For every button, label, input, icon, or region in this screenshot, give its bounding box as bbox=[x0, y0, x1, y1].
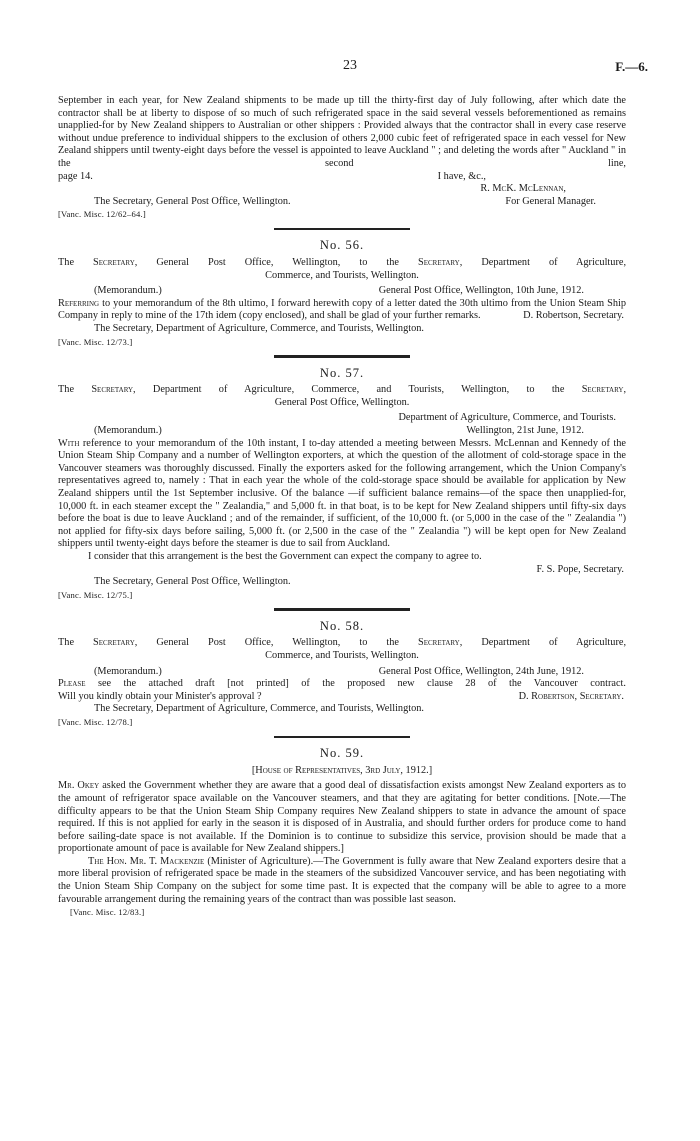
item-addressee: The Secretary, Department of Agriculture, Commerce, and Tourists, Wellington. bbox=[94, 323, 424, 334]
heading-suffix: , Department of Agriculture, bbox=[459, 637, 627, 649]
item-heading bbox=[58, 384, 626, 397]
intro-reference: [Vanc. Misc. 12/62–64.] bbox=[58, 209, 146, 220]
item-signature: F. S. Pope, Secretary. bbox=[536, 563, 624, 575]
body-text: reference to your memorandum of the 10th instant, I to-day attended a meeting between Messrs. McLennan and Kennedy of the Union Steam Ship Company and a number of Wellington exporters, at which the question of the allotment of cold-storage space in the Vancouver steamers was thoroughly discussed. Finally the exporters asked for the following arrangement, which the Union Company's representatives agreed to, namely : That in each year the whole of the cold-storage space should be available for application by New Zealand shippers until the 1st September inclusive. Of the balance —if sufficient balance remains—of the space then unapplied-for, 10,000 ft. in each steamer except the " Zealandia," and 5,000 ft. in that boat, is to be kept for New Zealand shippers until fifty-six days before the boat is due to leave Auckland ; and of the remainder, if sufficient, of the 10,000 ft. (or 5,000 in the case of the " Zealandia ") not applied for fifty-six days before sailing, 5,000 ft. (or 2,500 in the case of the " Zealandia ") will be kept open for New Zealand shippers until twenty-eight days before the steamer is due to sail from Auckland. bbox=[58, 437, 626, 550]
item-number: No. 59. bbox=[319, 746, 365, 761]
heading-from: Secretary bbox=[93, 637, 135, 649]
item-number: No. 57. bbox=[319, 365, 365, 380]
item-addressee: The Secretary, General Post Office, Wellington. bbox=[94, 576, 291, 588]
item-reference: [Vanc. Misc. 12/75.] bbox=[58, 589, 133, 600]
item-reference: [Vanc. Misc. 12/78.] bbox=[58, 717, 133, 728]
intro-signer bbox=[58, 183, 626, 196]
item-reference: [Vanc. Misc. 12/73.] bbox=[58, 336, 133, 347]
item-signature: D. Robertson, Secretary. bbox=[523, 310, 624, 322]
heading-mid: , General Post Office, Wellington, to the bbox=[134, 637, 399, 649]
item-58 bbox=[58, 620, 626, 729]
heading-to: Secretary bbox=[581, 384, 624, 396]
section-divider bbox=[274, 736, 410, 739]
item-signature: D. Robertson, Secretary. bbox=[518, 690, 624, 702]
heading-prefix: The bbox=[58, 257, 75, 269]
heading-suffix: , Department of Agriculture, bbox=[459, 257, 627, 269]
body-text: see the attached draft [not printed] of the proposed new clause 28 of the Vancouver contract. bbox=[85, 678, 626, 690]
item-body bbox=[58, 438, 626, 551]
intro-letter bbox=[58, 95, 626, 221]
body-lead: Mr. Okey bbox=[58, 780, 100, 792]
intro-signer-title: For General Manager. bbox=[505, 195, 596, 207]
heading-from: Secretary bbox=[91, 384, 134, 396]
heading-prefix: The bbox=[58, 637, 75, 649]
body-lead: Please bbox=[58, 678, 86, 690]
body-text: asked the Government whether they are aware that a good deal of dissatisfaction exists amongst New Zealand exporters as to the amount of refrigerator space available on the Vancouver steamers, and that they are agitating for better conditions. [Note.—The difficulty appears to be that the Union Steam Ship Company requires New Zealand shippers to state in advance the amount of space required. If this is not applied for early in the season it is disposed of in Australia, and should further orders for produce come to hand before sailing-date space is not available. If the Dominion is to continue to subsidize this service, provision should be made that a proportionate amount of pace is available for New Zealand shippers.] bbox=[58, 780, 626, 855]
item-memo-row bbox=[58, 666, 626, 679]
document-reference: F.—6. bbox=[615, 59, 648, 74]
section-divider bbox=[274, 228, 410, 231]
page-number: 23 bbox=[343, 58, 357, 73]
body-text: to your memorandum of the 8th ultimo, I forward herewith copy of a letter dated the 30th ultimo from the Union Steam Ship Company in reply to mine of the 17th idem (copy enclosed), and shall be glad of your further remarks. bbox=[58, 297, 626, 322]
body-lead: With bbox=[58, 437, 80, 449]
item-57 bbox=[58, 367, 626, 602]
item-memo-row bbox=[58, 285, 626, 298]
intro-footer bbox=[58, 196, 626, 209]
item-56 bbox=[58, 239, 626, 348]
item-heading: [House of Representatives, 3rd July, 1912.] bbox=[251, 764, 433, 776]
item-heading-line2: General Post Office, Wellington. bbox=[274, 396, 410, 408]
item-body-2: I consider that this arrangement is the best the Government can expect the company to agree to. bbox=[88, 551, 482, 562]
place-date: General Post Office, Wellington, 10th June, 1912. bbox=[378, 285, 584, 297]
item-body bbox=[58, 780, 626, 856]
item-heading bbox=[58, 637, 626, 650]
intro-last-line: page 14. bbox=[58, 170, 93, 182]
heading-mid: , General Post Office, Wellington, to the bbox=[134, 257, 399, 269]
section-divider bbox=[274, 355, 410, 358]
memo-label: (Memorandum.) bbox=[94, 665, 162, 677]
item-59 bbox=[58, 747, 626, 919]
heading-to: Secretary bbox=[418, 637, 460, 649]
heading-suffix: , bbox=[623, 384, 627, 396]
item-memo-row bbox=[58, 425, 626, 438]
item-addressee: The Secretary, Department of Agriculture, Commerce, and Tourists, Wellington. bbox=[94, 703, 424, 715]
item-reference: [Vanc. Misc. 12/83.] bbox=[70, 907, 145, 918]
item-number: No. 58. bbox=[319, 618, 365, 633]
heading-to: Secretary bbox=[418, 257, 460, 269]
page-content bbox=[58, 95, 626, 919]
section-divider bbox=[274, 608, 410, 611]
item-reply bbox=[58, 856, 626, 906]
item-heading-line2: Commerce, and Tourists, Wellington. bbox=[265, 650, 419, 662]
intro-closing: I have, &c., bbox=[437, 170, 486, 182]
item-heading bbox=[58, 257, 626, 270]
item-body bbox=[58, 678, 626, 691]
body-lead: Referring bbox=[58, 297, 100, 309]
place-date: Wellington, 21st June, 1912. bbox=[466, 425, 584, 437]
memo-label: (Memorandum.) bbox=[94, 285, 162, 297]
place-line: Department of Agriculture, Commerce, and Tourists. bbox=[398, 412, 616, 424]
intro-signer-name: R. McK. McLennan, bbox=[480, 183, 566, 195]
reply-text: (Minister of Agriculture).—The Government is fully aware that New Zealand exporters desire that a more liberal provision of refrigerated space be made in the steamers of the subsidized Vancouver service, and has been negotiating with the Union Steam Ship Company on the subject for some time past. It is expected that the company will be able to agree to a more favourable arrangement during the remaining years of the contract than was possible last season. bbox=[58, 855, 627, 905]
item-heading-line2: Commerce, and Tourists, Wellington. bbox=[265, 269, 419, 281]
intro-addressee: The Secretary, General Post Office, Wellington. bbox=[94, 195, 291, 207]
place-date: General Post Office, Wellington, 24th June, 1912. bbox=[378, 665, 584, 677]
item-body-line2-row bbox=[58, 691, 626, 704]
body-line2: Will you kindly obtain your Minister's approval ? bbox=[58, 690, 262, 702]
memo-label: (Memorandum.) bbox=[94, 425, 162, 437]
heading-prefix: The bbox=[58, 384, 75, 396]
reply-lead: The Hon. Mr. T. Mackenzie bbox=[88, 855, 205, 867]
heading-from: Secretary bbox=[93, 257, 135, 269]
heading-mid: , Department of Agriculture, Commerce, and Tourists, Wellington, to the bbox=[133, 384, 565, 396]
item-number: No. 56. bbox=[319, 238, 365, 253]
intro-paragraph: September in each year, for New Zealand shipments to be made up till the thirty-first day of July following, after which date the contractor shall be at liberty to dispose of so much of such refrigerated space in the said several vessels beforementioned as remains unapplied-for by New Zealand shippers to Australian or other shippers : Provided always that the contractor shall in every case reserve without undue preference to individual shippers to the exclusion of others 2,000 cubic feet of refrigerated space in each vessel for New Zealand shippers until twenty-eight days before the vessel is appointed to leave Auckland " ; and deleting the words after " Auckland " in the second line, bbox=[58, 95, 626, 169]
